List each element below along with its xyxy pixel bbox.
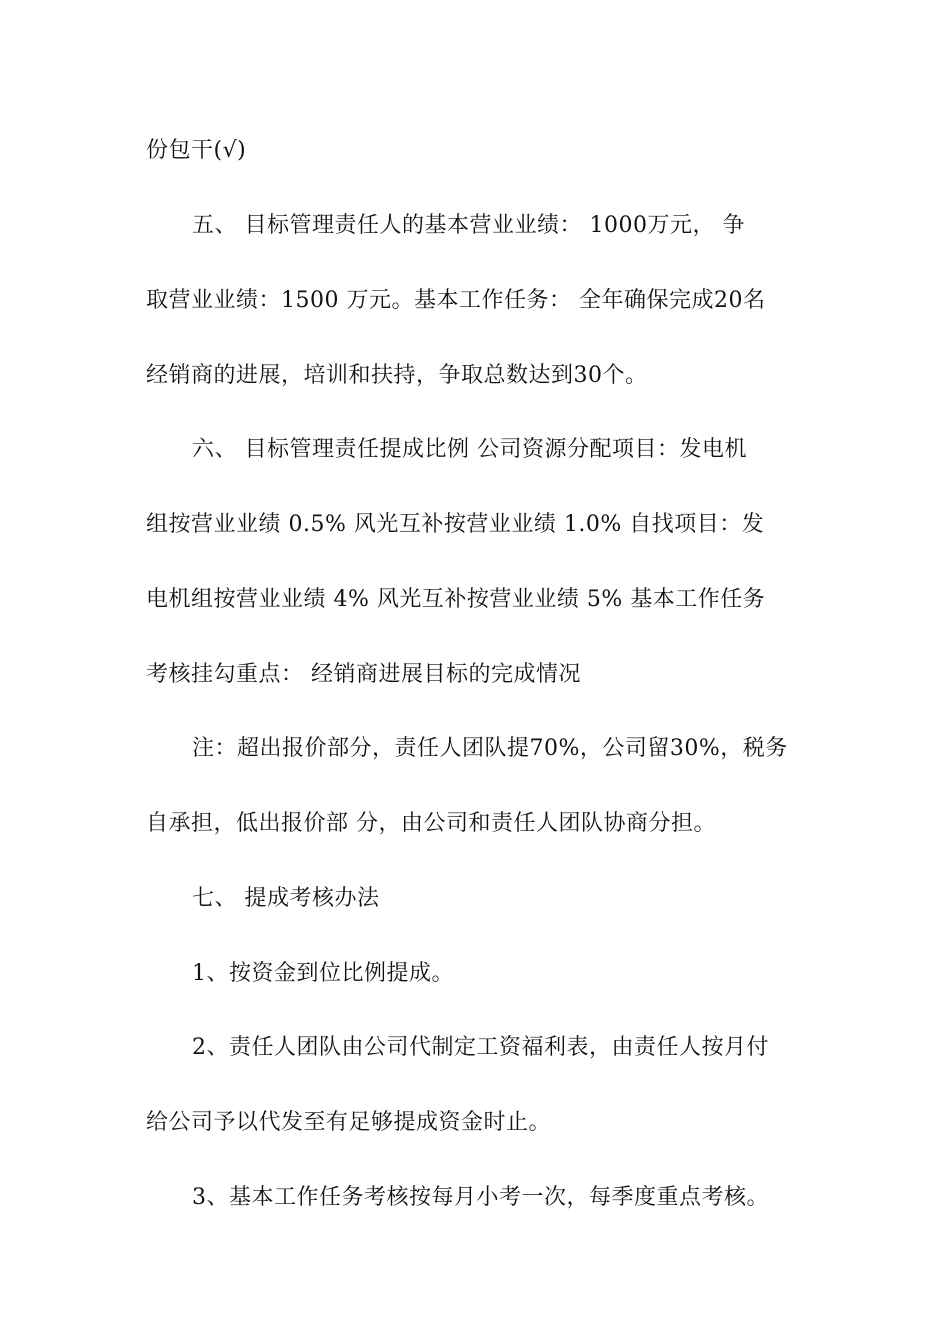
paragraph-line-3: 取营业业绩：1500 万元。基本工作任务： 全年确保完成20名: [146, 288, 766, 313]
paragraph-line-9: 注：超出报价部分，责任人团队提70%，公司留30%，税务: [192, 736, 788, 761]
list-item-1: 1、按资金到位比例提成。: [192, 961, 454, 986]
paragraph-line-1: 份包干(√): [146, 138, 247, 163]
paragraph-line-6: 组按营业业绩 0.5% 风光互补按营业业绩 1.0% 自找项目：发: [146, 512, 765, 537]
paragraph-line-5: 六、 目标管理责任提成比例 公司资源分配项目：发电机: [192, 437, 747, 462]
list-item-2: 2、责任人团队由公司代制定工资福利表，由责任人按月付: [192, 1035, 769, 1060]
list-item-2-continuation: 给公司予以代发至有足够提成资金时止。: [146, 1110, 552, 1135]
paragraph-line-2: 五、 目标管理责任人的基本营业业绩： 1000万元， 争: [192, 213, 745, 238]
paragraph-line-10: 自承担，低出报价部 分，由公司和责任人团队协商分担。: [146, 811, 716, 836]
paragraph-line-8: 考核挂勾重点： 经销商进展目标的完成情况: [146, 662, 581, 687]
list-item-3: 3、基本工作任务考核按每月小考一次，每季度重点考核。: [192, 1185, 769, 1210]
section-heading: 七、 提成考核办法: [192, 886, 380, 911]
paragraph-line-4: 经销商的进展，培训和扶持，争取总数达到30个。: [146, 363, 648, 388]
paragraph-line-7: 电机组按营业业绩 4% 风光互补按营业业绩 5% 基本工作任务: [146, 587, 766, 612]
